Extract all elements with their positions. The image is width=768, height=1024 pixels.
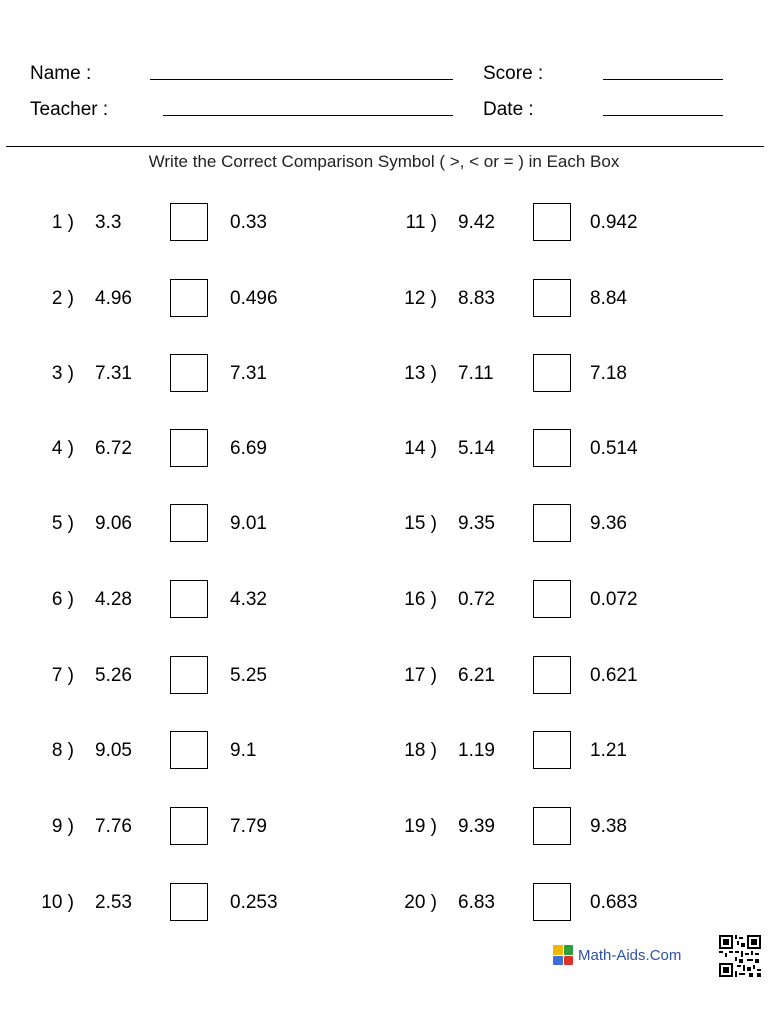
left-value: 5.14 [458,438,495,459]
right-value: 7.31 [230,363,267,384]
problem-number: 7 ) [51,665,74,686]
answer-box[interactable] [533,354,571,392]
left-value: 7.11 [458,363,494,384]
teacher-field[interactable] [163,115,453,116]
problem-number: 20 ) [404,892,437,913]
problem-item [363,883,723,923]
left-value: 6.72 [95,438,132,459]
left-value: 6.83 [458,892,495,913]
problem-item [0,504,360,544]
left-value: 6.21 [458,665,495,686]
right-value: 5.25 [230,665,267,686]
header-divider [6,146,764,147]
date-label: Date : [483,99,534,120]
right-value: 8.84 [590,288,627,309]
problem-number: 1 ) [51,212,74,233]
right-value: 0.621 [590,665,638,686]
left-value: 4.28 [95,589,132,610]
left-value: 4.96 [95,288,132,309]
problem-item [363,656,723,696]
instructions-text: Write the Correct Comparison Symbol ( >, < or = ) in Each Box [148,152,620,171]
right-value: 0.496 [230,288,278,309]
problem-number: 12 ) [404,288,437,309]
answer-box[interactable] [170,354,208,392]
answer-box[interactable] [170,883,208,921]
problem-item [0,279,360,319]
answer-box[interactable] [170,203,208,241]
problem-number: 15 ) [404,513,437,534]
right-value: 0.33 [230,212,267,233]
site-link[interactable]: Math-Aids.Com [578,946,682,964]
problem-item [363,279,723,319]
answer-box[interactable] [533,883,571,921]
problem-item [363,504,723,544]
left-value: 9.06 [95,513,132,534]
answer-box[interactable] [533,807,571,845]
problem-number: 10 ) [41,892,74,913]
problem-number: 6 ) [51,589,74,610]
problem-number: 19 ) [404,816,437,837]
right-value: 0.942 [590,212,638,233]
right-value: 9.36 [590,513,627,534]
problem-item [0,731,360,771]
left-value: 9.39 [458,816,495,837]
right-value: 0.072 [590,589,638,610]
problem-item [0,807,360,847]
problem-number: 18 ) [404,740,437,761]
right-value: 0.683 [590,892,638,913]
problem-item [0,429,360,469]
answer-box[interactable] [533,203,571,241]
problem-item [0,883,360,923]
right-value: 7.79 [230,816,267,837]
answer-box[interactable] [533,731,571,769]
right-value: 7.18 [590,363,627,384]
name-field[interactable] [150,79,453,80]
problem-item [363,354,723,394]
left-value: 9.35 [458,513,495,534]
answer-box[interactable] [170,731,208,769]
problem-item [0,580,360,620]
problem-item [363,580,723,620]
answer-box[interactable] [170,656,208,694]
left-value: 7.76 [95,816,132,837]
right-value: 6.69 [230,438,267,459]
problem-item [363,429,723,469]
problem-number: 13 ) [404,363,437,384]
qr-code-icon [719,935,761,977]
left-value: 9.42 [458,212,495,233]
answer-box[interactable] [170,504,208,542]
left-value: 5.26 [95,665,132,686]
date-field[interactable] [603,115,723,116]
problem-item [0,203,360,243]
score-label: Score : [483,63,544,84]
problem-number: 9 ) [51,816,74,837]
problem-item [363,807,723,847]
answer-box[interactable] [533,279,571,317]
problem-number: 3 ) [51,363,74,384]
answer-box[interactable] [170,807,208,845]
left-value: 0.72 [458,589,495,610]
left-value: 2.53 [95,892,132,913]
problem-number: 2 ) [51,288,74,309]
problem-number: 14 ) [404,438,437,459]
answer-box[interactable] [533,504,571,542]
math-aids-logo-icon [553,945,573,965]
answer-box[interactable] [170,429,208,467]
right-value: 4.32 [230,589,267,610]
left-value: 7.31 [95,363,132,384]
answer-box[interactable] [170,580,208,618]
problem-item [0,656,360,696]
problem-item [363,203,723,243]
right-value: 9.38 [590,816,627,837]
left-value: 8.83 [458,288,495,309]
score-field[interactable] [603,79,723,80]
problem-number: 16 ) [404,589,437,610]
left-value: 3.3 [95,212,122,233]
problem-number: 11 ) [405,212,437,233]
problem-number: 5 ) [51,513,74,534]
left-value: 1.19 [458,740,495,761]
problem-item [0,354,360,394]
right-value: 9.01 [230,513,267,534]
answer-box[interactable] [533,580,571,618]
answer-box[interactable] [170,279,208,317]
left-value: 9.05 [95,740,132,761]
problem-item [363,731,723,771]
answer-box[interactable] [533,656,571,694]
problem-number: 4 ) [51,438,74,459]
name-label: Name : [30,63,92,84]
problem-number: 8 ) [51,740,74,761]
teacher-label: Teacher : [30,99,109,120]
right-value: 9.1 [230,740,257,761]
right-value: 0.253 [230,892,278,913]
footer-brand[interactable] [553,943,681,967]
problem-number: 17 ) [404,665,437,686]
answer-box[interactable] [533,429,571,467]
right-value: 0.514 [590,438,638,459]
right-value: 1.21 [590,740,627,761]
